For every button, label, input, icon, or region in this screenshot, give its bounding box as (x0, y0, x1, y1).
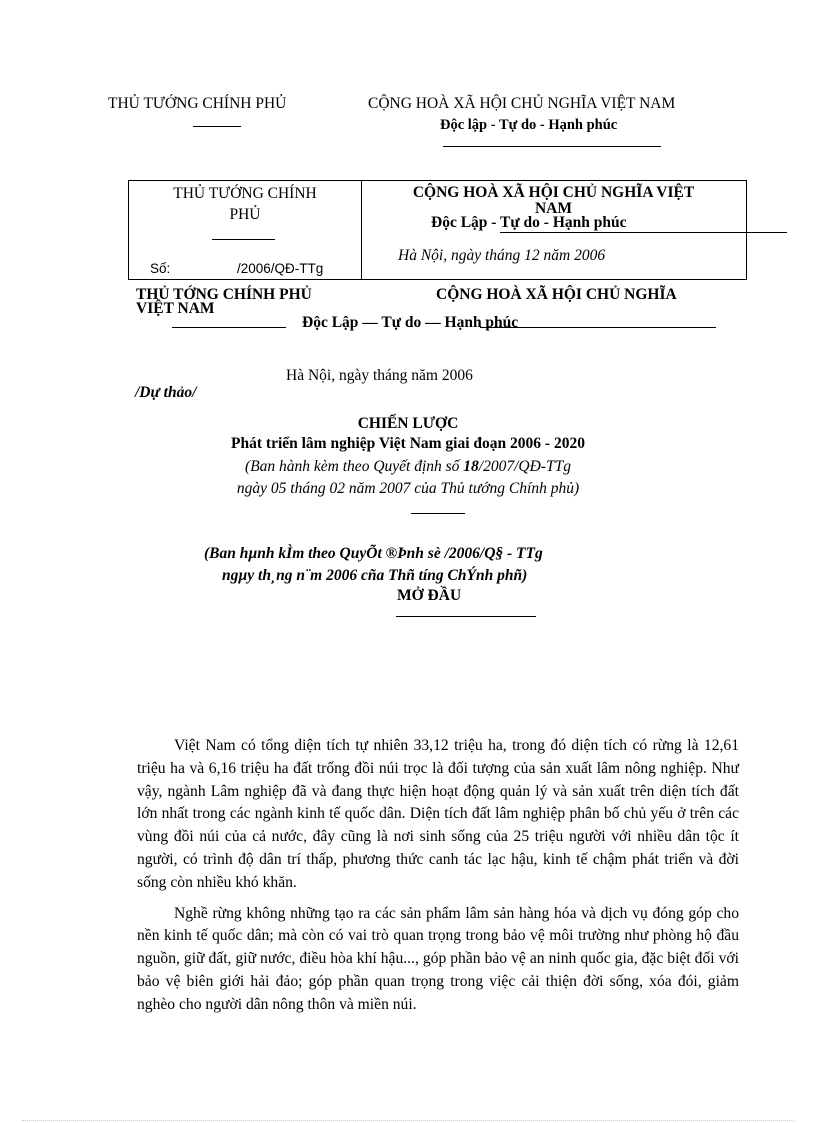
header1-motto: Độc lập - Tự do - Hạnh phúc (440, 117, 618, 133)
box-left-underline (212, 239, 275, 240)
header1-right-title: CỘNG HOÀ XÃ HỘI CHỦ NGHĨA VIỆT NAM (368, 95, 676, 112)
box-right-title-line1: CỘNG HOÀ XÃ HỘI CHỦ NGHĨA VIỆT (412, 184, 695, 201)
decree-line2: ngày 05 tháng 02 năm 2007 của Thủ tướng Chính phủ) (236, 480, 580, 497)
body-text (137, 735, 739, 1025)
box-motto-underline (500, 232, 787, 233)
header1-left-underline (193, 126, 241, 127)
section-heading-underline (396, 616, 536, 617)
decree-line1-suffix: /2007/QĐ-TTg (478, 458, 571, 475)
body-paragraph-2: Nghề rừng không những tạo ra các sản phẩm lâm sản hàng hóa và dịch vụ đóng góp cho nền kinh tế quốc dân; mà còn có vai trò quan trọng trong bảo vệ môi trường như phòng hộ đầu nguồn, giữ đất, giữ nước, điều hòa khí hậu..., góp phần bảo vệ an ninh quốc gia, đặc biệt đối với bảo vệ biên giới hải đảo; góp phần quan trọng trong việc cải thiện đời sống, xóa đói, giảm nghèo cho người dân nông thôn và miền núi. (137, 904, 739, 1013)
header3-motto-strike (480, 327, 716, 328)
header3-left-title: THỦ TỚNG CHÍNH PHỦ (136, 286, 312, 303)
decree-line1-prefix: (Ban hành kèm theo Quyết định số (245, 458, 464, 475)
box-date: Hà Nội, ngày tháng 12 năm 2006 (398, 247, 606, 264)
header1-right-underline (443, 146, 661, 147)
document-subtitle: Phát triển lâm nghiệp Việt Nam giai đoạn 2006 - 2020 (231, 435, 585, 452)
box-left-title-line2: PHỦ (229, 206, 261, 223)
box-left-title-line1: THỦ TƯỚNG CHÍNH (173, 185, 317, 202)
title-divider (411, 513, 465, 514)
box-number-label: Số: (150, 261, 171, 276)
box-right-title-line2: NAM (534, 200, 573, 217)
header3-motto: Độc Lập — Tự do — Hạnh phúc (302, 314, 519, 331)
header3-date: Hà Nội, ngày tháng năm 2006 (286, 367, 473, 384)
box-motto: Độc Lập - Tự do - Hạnh phúc (431, 214, 627, 231)
header3-left-title-line2: VIỆT NAM (136, 300, 215, 317)
draft-label: /Dự thảo/ (135, 384, 197, 401)
decree-line1 (0, 458, 816, 476)
page-edge-dots (22, 1120, 794, 1121)
garbled-line1: (Ban hµnh kÌm theo QuyÕt ®Þnh sè /2006/Q§ - TTg (204, 545, 543, 562)
body-paragraph-1: Việt Nam có tổng diện tích tự nhiên 33,12 triệu ha, trong đó diện tích có rừng là 12,61 triệu ha và 6,16 triệu ha đất trống đồi núi trọc là đối tượng của sản xuất lâm nông nghiệp. Như vậy, ngành Lâm nghiệp đã và đang thực hiện hoạt động quản lý và sản xuất trên diện tích đất lớn nhất trong các ngành kinh tế quốc dân. Diện tích đất lâm nghiệp phân bố chủ yếu ở trên các vùng đồi núi của cả nước, đây cũng là nơi sinh sống của 25 triệu người với nhiều dân tộc ít người, có trình độ dân trí thấp, phương thức canh tác lạc hậu, kinh tế chậm phát triển và đời sống còn nhiều khó khăn. (137, 737, 739, 891)
box-number-value: /2006/QĐ-TTg (237, 261, 324, 276)
header3-left-rule (172, 327, 286, 328)
garbled-line2: ngµy th¸ng n¨m 2006 cña Thñ tíng ChÝnh phñ) (222, 567, 528, 584)
header1-left-title: THỦ TƯỚNG CHÍNH PHỦ (108, 95, 287, 112)
header3-right-title: CỘNG HOÀ XÃ HỘI CHỦ NGHĨA (436, 286, 677, 303)
section-heading: MỞ ĐẦU (397, 587, 462, 604)
document-title: CHIẾN LƯỢC (357, 415, 459, 432)
decree-number: 18 (463, 458, 479, 475)
